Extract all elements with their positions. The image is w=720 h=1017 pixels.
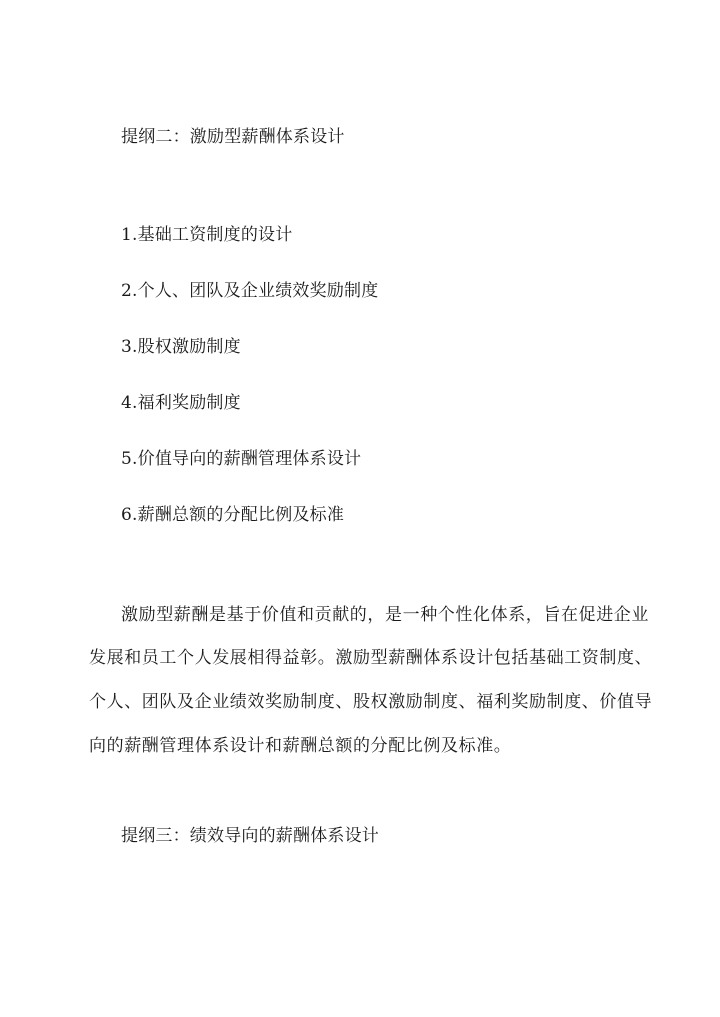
paragraph-line-3: 个人、团队及企业绩效奖励制度、股权激励制度、福利奖励制度、价值导 xyxy=(89,692,653,712)
list-item-6: 6.薪酬总额的分配比例及标准 xyxy=(121,505,345,525)
paragraph-line-2: 发展和员工个人发展相得益彰。激励型薪酬体系设计包括基础工资制度、 xyxy=(89,648,653,668)
paragraph-line-1: 激励型薪酬是基于价值和贡献的，是一种个性化体系，旨在促进企业 xyxy=(121,605,649,625)
list-item-5: 5.价值导向的薪酬管理体系设计 xyxy=(121,449,362,469)
paragraph-line-4: 向的薪酬管理体系设计和薪酬总额的分配比例及标准。 xyxy=(89,736,512,756)
outline-three-heading: 提纲三：绩效导向的薪酬体系设计 xyxy=(121,826,379,846)
outline-two-heading: 提纲二：激励型薪酬体系设计 xyxy=(121,127,345,147)
list-item-4: 4.福利奖励制度 xyxy=(121,393,241,413)
list-item-3: 3.股权激励制度 xyxy=(121,337,241,357)
list-item-1: 1.基础工资制度的设计 xyxy=(121,225,293,245)
list-item-2: 2.个人、团队及企业绩效奖励制度 xyxy=(121,281,379,301)
